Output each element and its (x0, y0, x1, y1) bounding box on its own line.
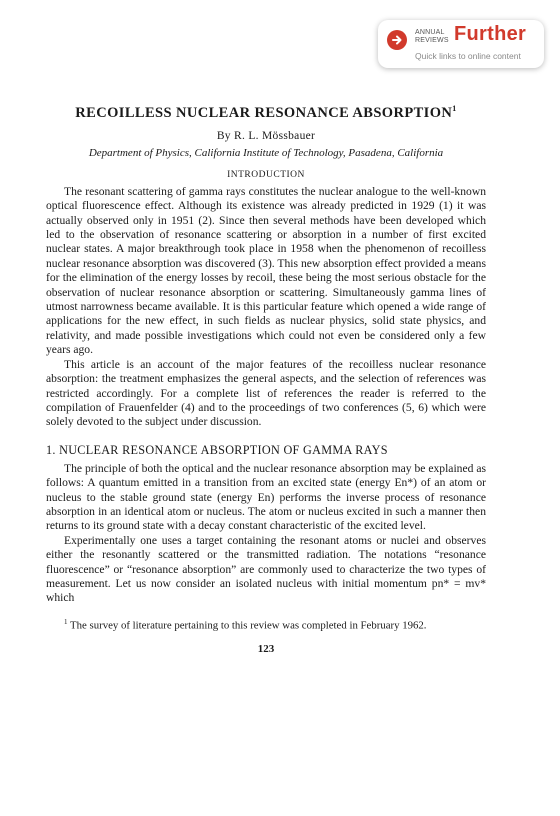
further-label: Further (454, 23, 527, 45)
author: By R. L. Mössbauer (216, 129, 316, 142)
arrow-icon (387, 30, 407, 50)
affiliation: Department of Physics, California Institute of Technology, Pasadena, California (88, 146, 444, 159)
annual-reviews-logo: ANNUAL REVIEWS (415, 29, 449, 44)
further-subtitle: Quick links to online content (415, 51, 521, 61)
section-1-paragraph-2: Experimentally one uses a target containing the resonant atoms or nuclei and observes either the resonantly scattered or the transmitted radiation. The notations “resonance fluorescence” or “resonance absorption” are commonly used to characterize the two types of measurement. Let us now consider an isolated nucleus with initial momentum pn* = mv* which (46, 533, 486, 605)
intro-heading: INTRODUCTION (227, 169, 305, 180)
section-1-heading: 1. NUCLEAR RESONANCE ABSORPTION OF GAMMA RAYS (46, 442, 388, 457)
article (46, 100, 486, 655)
title-footnote-marker: 1 (452, 104, 457, 113)
intro-paragraph-1: The resonant scattering of gamma rays constitutes the nuclear analogue to the well-known optical fluorescence effect. Although its existence was already predicted in 1929 (1) it was actually observed only in 1951 (2). Since then several methods have been developed which led to the observation of resonance scattering or absorption in a number of first excited nuclear states. A major breakthrough took place in 1958 when the phenomenon of recoilless nuclear resonance absorption was discovered (3). This new absorption effect provided a means for the elimination of the energy losses by recoil, these being the most serious obstacle for the observation of nuclear resonance absorption or scattering. Simultaneously gamma lines of utmost narrowness became available. It is this particular feature which opened a wide range of applications for the new effect, in such fields as nuclear physics, solid state physics, and relativity, and made possible investigations which could not even be considered only a few years ago. (46, 184, 486, 357)
article-title: RECOILLESS NUCLEAR RESONANCE ABSORPTION$^1$ (75, 104, 457, 121)
footnote: $^1$ The survey of literature pertaining to this review was completed in February 1962. (64, 617, 427, 632)
further-badge[interactable] (378, 20, 544, 68)
footnote-marker: 1 (64, 617, 68, 626)
section-1-paragraph-1: The principle of both the optical and the nuclear resonance absorption may be explained as follows: A quantum emitted in a transition from an excited state (energy En*) of an atom or nucleus to the stable ground state (energy En) performs the inverse process of resonance absorption in an identical atom or nucleus. The atom or nucleus excited in such a manner then returns to its ground state with a decay constant characteristic of the excited level. (46, 461, 486, 533)
page-number: 123 (257, 643, 275, 656)
intro-paragraph-2: This article is an account of the major features of the recoilless nuclear resonance absorption: the treatment emphasizes the general aspects, and the selection of references was restricted accordingly. For a complete list of references the reader is referred to the compilation of Frauenfelder (4) and to the proceedings of two conferences (5, 6) which were solely devoted to the subject under discussion. (46, 357, 486, 429)
